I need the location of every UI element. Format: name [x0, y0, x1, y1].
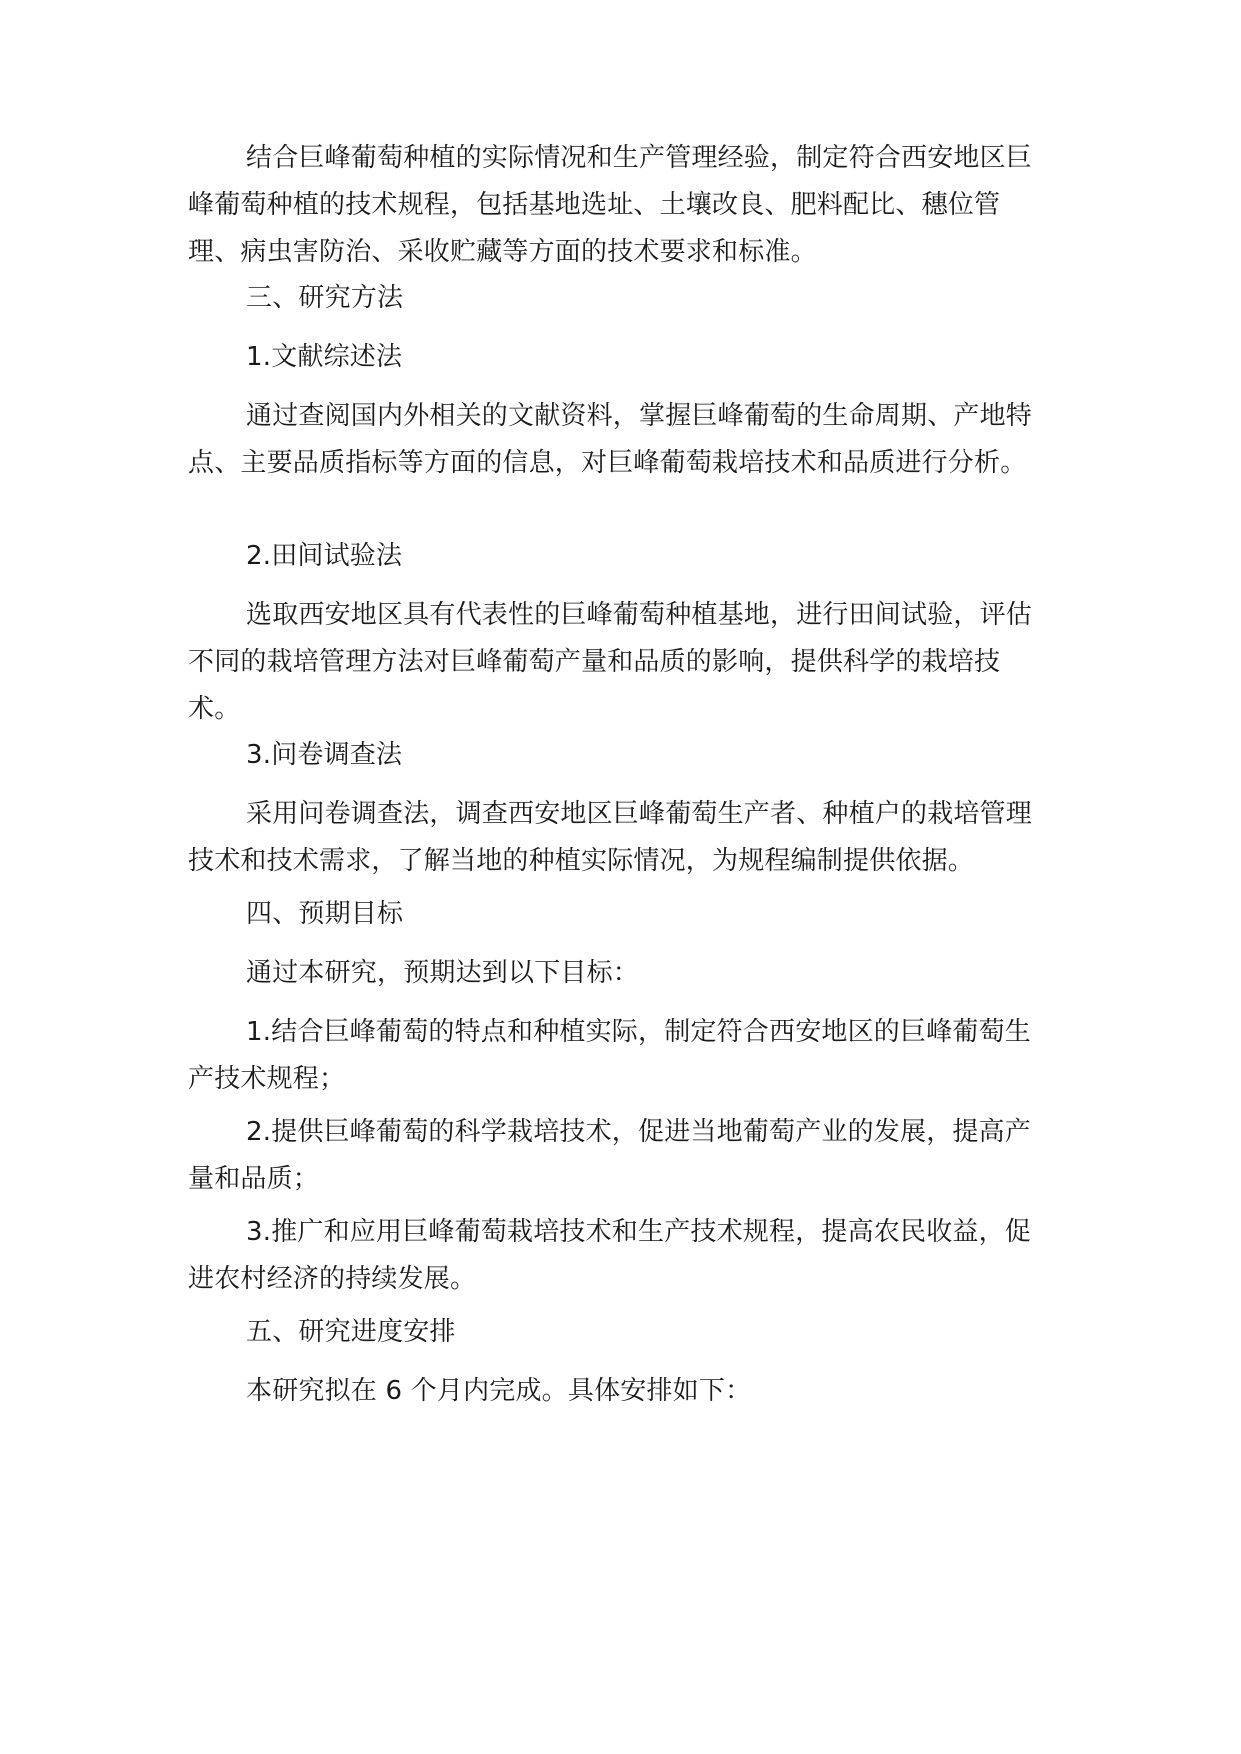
heading-research-schedule: 五、研究进度安排	[246, 1317, 456, 1347]
paragraph-field-trial: 选取西安地区具有代表性的巨峰葡萄种植基地，进行田间试验，评估不同的栽培管理方法对巨峰葡萄产量和品质的影响，提供科学的栽培技术。	[188, 600, 1033, 724]
subheading-questionnaire: 3.问卷调查法	[246, 740, 403, 770]
subheading-literature-review: 1.文献综述法	[246, 342, 403, 372]
heading-expected-goals: 四、预期目标	[246, 899, 404, 929]
paragraph-literature-review: 通过查阅国内外相关的文献资料，掌握巨峰葡萄的生命周期、产地特点、主要品质指标等方面的信息，对巨峰葡萄栽培技术和品质进行分析。	[188, 401, 1033, 478]
list-item-goal-2: 2.提供巨峰葡萄的科学栽培技术，促进当地葡萄产业的发展，提高产量和品质；	[188, 1117, 1032, 1194]
paragraph-goals-intro: 通过本研究，预期达到以下目标：	[246, 958, 640, 988]
heading-research-methods: 三、研究方法	[246, 283, 404, 313]
paragraph-technical-regulations: 结合巨峰葡萄种植的实际情况和生产管理经验，制定符合西安地区巨峰葡萄种植的技术规程，包括基地选址、土壤改良、肥料配比、穗位管理、病虫害防治、采收贮藏等方面的技术要求和标准。	[188, 143, 1033, 267]
list-item-goal-1: 1.结合巨峰葡萄的特点和种植实际，制定符合西安地区的巨峰葡萄生产技术规程；	[188, 1017, 1032, 1094]
list-item-goal-3: 3.推广和应用巨峰葡萄栽培技术和生产技术规程，提高农民收益，促进农村经济的持续发展。	[188, 1217, 1032, 1294]
subheading-field-trial: 2.田间试验法	[246, 541, 403, 571]
paragraph-questionnaire: 采用问卷调查法，调查西安地区巨峰葡萄生产者、种植户的栽培管理技术和技术需求，了解当地的种植实际情况，为规程编制提供依据。	[188, 799, 1033, 876]
paragraph-schedule-intro: 本研究拟在 6 个月内完成。具体安排如下：	[246, 1376, 752, 1406]
